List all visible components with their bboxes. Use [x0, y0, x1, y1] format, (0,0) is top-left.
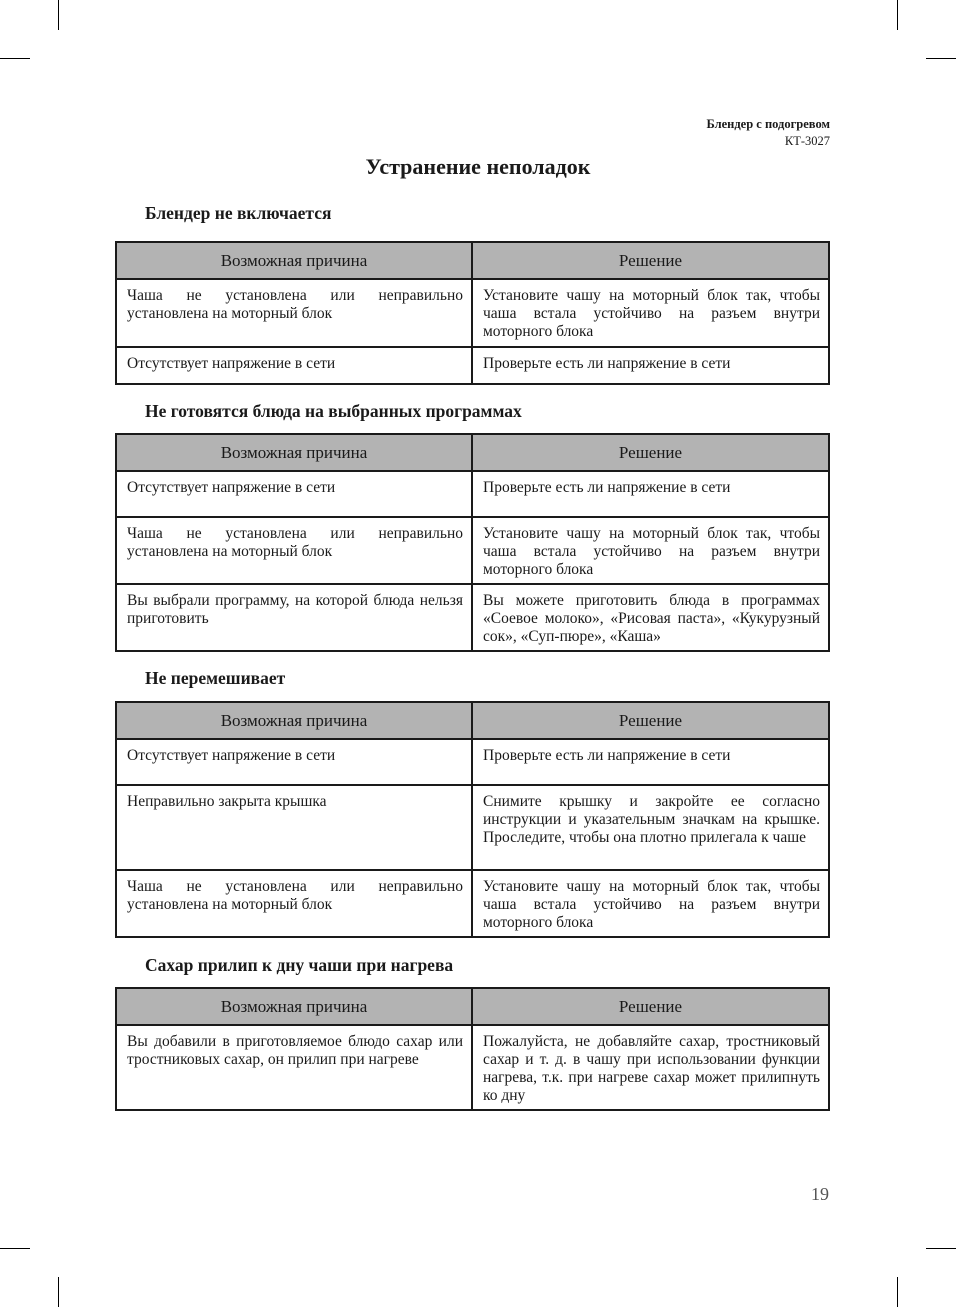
table-header-row: [116, 702, 829, 739]
solution-header: Решение: [472, 988, 829, 1025]
cause-cell: Вы добавили в приготовляемое блюдо сахар или тростниковых сахар, он прилип при нагреве: [116, 1025, 472, 1110]
troubleshooting-table: [115, 433, 830, 652]
cause-cell: Отсутствует напряжение в сети: [116, 471, 472, 517]
crop-mark: [926, 1248, 956, 1249]
troubleshooting-table: [115, 701, 830, 938]
section-title: Не перемешивает: [145, 668, 286, 688]
cause-header: Возможная причина: [116, 434, 472, 471]
section-title: Блендер не включается: [145, 203, 332, 223]
crop-mark: [897, 0, 898, 30]
cause-cell: Чаша не установлена или неправильно установлена на моторный блок: [116, 279, 472, 347]
table-header-row: [116, 242, 829, 279]
section-title: Не готовятся блюда на выбранных программах: [145, 401, 522, 421]
table-row: [116, 471, 829, 517]
table-row: [116, 1025, 829, 1110]
crop-mark: [58, 0, 59, 30]
cause-cell: Отсутствует напряжение в сети: [116, 347, 472, 384]
crop-mark: [0, 58, 30, 59]
section-title: Сахар прилип к дну чаши при нагрева: [145, 955, 454, 975]
table-row: [116, 347, 829, 384]
header-product: Блендер с подогревом: [706, 117, 830, 131]
crop-mark: [0, 1248, 30, 1249]
table-row: [116, 517, 829, 584]
cause-header: Возможная причина: [116, 988, 472, 1025]
solution-header: Решение: [472, 242, 829, 279]
solution-cell: Установите чашу на моторный блок так, чтобы чаша встала устойчиво на разъем внутри моторного блока: [472, 517, 829, 584]
table-header-row: [116, 434, 829, 471]
table-row: [116, 279, 829, 347]
solution-cell: Проверьте есть ли напряжение в сети: [472, 471, 829, 517]
cause-cell: Вы выбрали программу, на которой блюда нельзя приготовить: [116, 584, 472, 651]
cause-header: Возможная причина: [116, 702, 472, 739]
crop-mark: [58, 1277, 59, 1307]
solution-header: Решение: [472, 702, 829, 739]
crop-mark: [926, 58, 956, 59]
troubleshooting-table: [115, 241, 830, 385]
solution-cell: Проверьте есть ли напряжение в сети: [472, 347, 829, 384]
troubleshooting-table: [115, 987, 830, 1111]
header-model: КТ-3027: [784, 134, 830, 148]
solution-cell: Пожалуйста, не добавляйте сахар, тростниковый сахар и т. д. в чашу при использовании функции нагрева, т.к. при нагреве сахар может прилипнуть ко дну: [472, 1025, 829, 1110]
page-number: 19: [811, 1184, 829, 1204]
cause-cell: Неправильно закрыта крышка: [116, 785, 472, 870]
cause-header: Возможная причина: [116, 242, 472, 279]
page-title: Устранение неполадок: [365, 154, 591, 179]
crop-mark: [897, 1277, 898, 1307]
table-row: [116, 870, 829, 937]
cause-cell: Чаша не установлена или неправильно установлена на моторный блок: [116, 517, 472, 584]
table-header-row: [116, 988, 829, 1025]
solution-cell: Установите чашу на моторный блок так, чтобы чаша встала устойчиво на разъем внутри моторного блока: [472, 870, 829, 937]
table-row: [116, 584, 829, 651]
solution-cell: Проверьте есть ли напряжение в сети: [472, 739, 829, 785]
table-row: [116, 785, 829, 870]
table-row: [116, 739, 829, 785]
solution-cell: Снимите крышку и закройте ее согласно инструкции и указательным значкам на крышке. Проследите, чтобы она плотно прилегала к чаше: [472, 785, 829, 870]
solution-cell: Установите чашу на моторный блок так, чтобы чаша встала устойчиво на разъем внутри моторного блока: [472, 279, 829, 347]
solution-cell: Вы можете приготовить блюда в программах «Соевое молоко», «Рисовая паста», «Кукурузный сок», «Суп-пюре», «Каша»: [472, 584, 829, 651]
solution-header: Решение: [472, 434, 829, 471]
cause-cell: Отсутствует напряжение в сети: [116, 739, 472, 785]
cause-cell: Чаша не установлена или неправильно установлена на моторный блок: [116, 870, 472, 937]
